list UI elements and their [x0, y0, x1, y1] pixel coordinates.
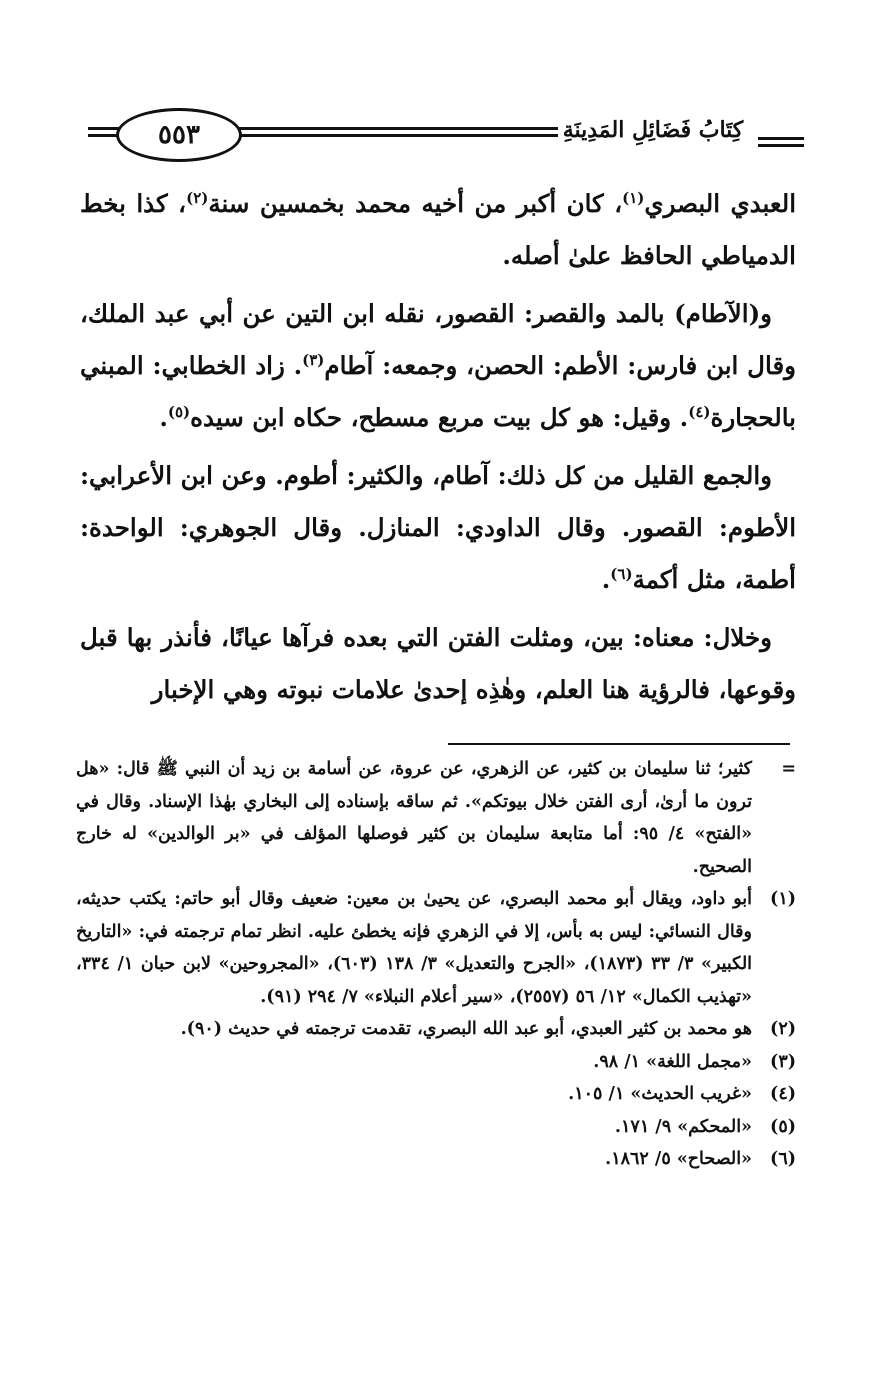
footnote-ref: (٤)	[688, 402, 711, 421]
main-text	[80, 178, 796, 722]
footnotes	[76, 753, 796, 1176]
text-run: . زاد الخطابي: المبني بالحجارة	[80, 351, 796, 432]
text-run: ، كذا بخط الدمياطي الحافظ علىٰ أصله.	[80, 189, 796, 270]
paragraph-2	[80, 288, 796, 444]
footnote-text: «المحكم» ٩/ ١٧١.	[614, 1116, 752, 1137]
footnote-text: كثير؛ ثنا سليمان بن كثير، عن الزهري، عن عروة، عن أسامة بن زيد أن النبي ﷺ قال: «هل ترون ما أرىٰ، أرى الفتن خلال بيوتكم». ثم ساقه بإسناده إلى البخاري بهٰذا الإسناد. وقال في «الفتح» ٤/ ٩٥: أما متابعة سليمان بن كثير فوصلها المؤلف في «بر الوالدين» له خارج الصحيح.	[76, 759, 753, 877]
footnote-5	[76, 1111, 796, 1144]
footnote-1	[76, 883, 796, 1013]
text-run: و(الآطام) بالمد والقصر: القصور، نقله ابن التين عن أبي عبد الملك، وقال ابن فارس: الأطم: الحصن، وجمعه: آطام	[80, 299, 796, 380]
footnote-3	[76, 1046, 796, 1079]
footnote-ref: (٣)	[302, 350, 325, 369]
paragraph-1	[80, 178, 796, 282]
footnote-number: (٣)	[770, 1051, 796, 1072]
footnote-ref: (٥)	[167, 402, 191, 421]
text-run: ، كان أكبر من أخيه محمد بخمسين سنة	[208, 189, 623, 218]
footnote-ref: (٦)	[610, 564, 633, 583]
footnote-continuation	[76, 753, 796, 883]
text-run: والجمع القليل من كل ذلك: آطام، والكثير: أطوم. وعن ابن الأعرابي: الأطوم: القصور. وقال الداودي: المنازل. وقال الجوهري: الواحدة: أطمة، مثل أكمة	[80, 461, 796, 594]
text-run: .	[159, 403, 168, 432]
text-run: العبدي البصري	[644, 189, 797, 218]
text-run: .	[601, 565, 611, 594]
header-rule-right	[758, 137, 804, 151]
footnote-number: (٢)	[770, 1019, 796, 1039]
footnote-ref: (٢)	[186, 188, 209, 207]
footnote-2	[76, 1013, 796, 1046]
footnote-number: =	[781, 759, 796, 779]
footnote-separator	[448, 743, 790, 745]
footnote-number: (٦)	[770, 1149, 796, 1169]
paragraph-3	[80, 450, 796, 606]
footnote-text: هو محمد بن كثير العبدي، أبو عبد الله البصري، تقدمت ترجمته في حديث (٩٠).	[180, 1019, 752, 1039]
footnote-4	[76, 1078, 796, 1111]
footnote-text: أبو داود، ويقال أبو محمد البصري، عن يحيىٰ بن معين: ضعيف وقال أبو حاتم: يكتب حديثه، وقال النسائي: ليس به بأس، إلا في الزهري فإنه يخطئ عليه. انظر تمام ترجمته في: «التاريخ الكبير» ٣/ ٣٣ (١٨٧٣)، «الجرح والتعديل» ٣/ ١٣٨ (٦٠٣)، «المجروحين» لابن حبان ١/ ٣٣٤، «تهذيب الكمال» ١٢/ ٥٦ (٢٥٥٧)، «سير أعلام النبلاء» ٧/ ٢٩٤ (٩١).	[76, 889, 753, 1007]
page-header	[78, 105, 804, 161]
footnote-text: «غريب الحديث» ١/ ١٠٥.	[568, 1084, 752, 1104]
book-title: كِتَابُ فَضَائِلِ المَدِينَةِ	[562, 117, 744, 143]
page-number: ٥٥٣	[158, 120, 200, 150]
page-number-oval	[116, 108, 242, 162]
footnote-ref: (١)	[622, 188, 645, 207]
footnote-number: (١)	[770, 889, 796, 909]
paragraph-4	[80, 612, 796, 716]
footnote-number: (٤)	[770, 1084, 796, 1104]
footnote-6	[76, 1143, 796, 1176]
text-run: . وقيل: هو كل بيت مربع مسطح، حكاه ابن سيده	[190, 403, 689, 432]
footnote-text: «الصحاح» ٥/ ١٨٦٢.	[605, 1149, 752, 1169]
footnote-text: «مجمل اللغة» ١/ ٩٨.	[593, 1051, 752, 1072]
footnote-number: (٥)	[770, 1116, 796, 1137]
text-run: وخلال: معناه: بين، ومثلت الفتن التي بعده فرآها عيانًا، فأنذر بها قبل وقوعها، فالرؤية هنا العلم، وهٰذِه إحدىٰ علامات نبوته وهي الإخبار	[80, 623, 796, 704]
